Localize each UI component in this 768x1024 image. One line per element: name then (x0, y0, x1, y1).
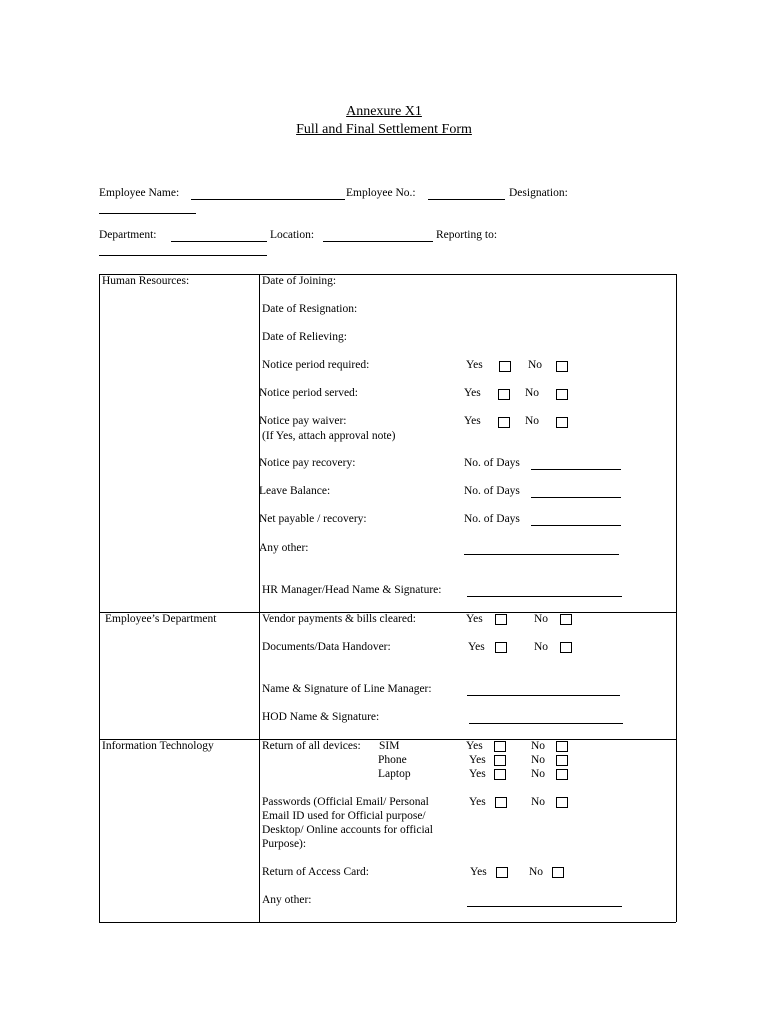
notice-required-yes-checkbox[interactable] (499, 361, 511, 372)
phone-label: Phone (378, 754, 407, 766)
employee-name-label: Employee Name: (99, 187, 180, 199)
reporting-to-field[interactable] (99, 255, 267, 256)
yes-label: Yes (464, 387, 481, 399)
sim-label: SIM (379, 740, 400, 752)
access-card-label: Return of Access Card: (262, 866, 369, 878)
hr-any-other-label: Any other: (259, 542, 309, 554)
yes-label: Yes (464, 415, 481, 427)
it-section-label: Information Technology (102, 740, 214, 752)
passwords-label-line4: Purpose): (262, 838, 307, 850)
net-payable-days-field[interactable] (531, 525, 621, 526)
location-field[interactable] (323, 241, 433, 242)
handover-no-checkbox[interactable] (560, 642, 572, 653)
table-border (99, 274, 100, 922)
laptop-no-checkbox[interactable] (556, 769, 568, 780)
passwords-label-line3: Desktop/ Online accounts for official (262, 824, 433, 836)
no-label: No (528, 359, 543, 371)
it-any-other-field[interactable] (467, 906, 622, 907)
no-label: No (534, 613, 549, 625)
document-title: Annexure X1 (346, 104, 422, 119)
department-label: Department: (99, 229, 157, 241)
department-field[interactable] (171, 241, 267, 242)
sim-yes-checkbox[interactable] (494, 741, 506, 752)
yes-label: Yes (469, 796, 486, 808)
it-any-other-label: Any other: (262, 894, 312, 906)
access-card-yes-checkbox[interactable] (496, 867, 508, 878)
line-manager-label: Name & Signature of Line Manager: (262, 683, 432, 695)
no-label: No (525, 415, 540, 427)
line-manager-signature-field[interactable] (467, 695, 620, 696)
passwords-label-line1: Passwords (Official Email/ Personal (262, 796, 429, 808)
yes-label: Yes (466, 740, 483, 752)
handover-yes-checkbox[interactable] (495, 642, 507, 653)
notice-served-no-checkbox[interactable] (556, 389, 568, 400)
date-of-resignation-label: Date of Resignation: (262, 303, 358, 315)
location-label: Location: (270, 229, 315, 241)
phone-no-checkbox[interactable] (556, 755, 568, 766)
no-label: No (531, 740, 546, 752)
laptop-label: Laptop (378, 768, 411, 780)
no-of-days-label: No. of Days (464, 457, 520, 469)
table-divider (259, 274, 260, 922)
passwords-yes-checkbox[interactable] (495, 797, 507, 808)
return-devices-label: Return of all devices: (262, 740, 361, 752)
notice-served-yes-checkbox[interactable] (498, 389, 510, 400)
no-label: No (534, 641, 549, 653)
dept-section-label: Employee’s Department (105, 613, 217, 625)
no-label: No (531, 796, 546, 808)
notice-required-label: Notice period required: (262, 359, 370, 371)
table-border (99, 922, 676, 923)
yes-label: Yes (469, 754, 486, 766)
yes-label: Yes (466, 359, 483, 371)
passwords-label-line2: Email ID used for Official purpose/ (262, 810, 426, 822)
employee-no-label: Employee No.: (346, 187, 416, 199)
yes-label: Yes (470, 866, 487, 878)
table-border (676, 274, 677, 922)
vendor-payments-label: Vendor payments & bills cleared: (262, 613, 416, 625)
hod-label: HOD Name & Signature: (262, 711, 380, 723)
date-of-relieving-label: Date of Relieving: (262, 331, 347, 343)
access-card-no-checkbox[interactable] (552, 867, 564, 878)
hr-manager-signature-field[interactable] (467, 596, 622, 597)
employee-no-field[interactable] (428, 199, 505, 200)
no-label: No (529, 866, 544, 878)
hr-manager-signature-label: HR Manager/Head Name & Signature: (262, 584, 442, 596)
date-of-joining-label: Date of Joining: (262, 275, 337, 287)
phone-yes-checkbox[interactable] (494, 755, 506, 766)
sim-no-checkbox[interactable] (556, 741, 568, 752)
no-of-days-label: No. of Days (464, 485, 520, 497)
yes-label: Yes (468, 641, 485, 653)
notice-waiver-no-checkbox[interactable] (556, 417, 568, 428)
yes-label: Yes (469, 768, 486, 780)
hod-signature-field[interactable] (469, 723, 623, 724)
notice-waiver-label: Notice pay waiver: (259, 415, 347, 427)
passwords-no-checkbox[interactable] (556, 797, 568, 808)
waiver-note: (If Yes, attach approval note) (262, 430, 396, 442)
hr-any-other-field[interactable] (464, 554, 619, 555)
no-of-days-label: No. of Days (464, 513, 520, 525)
no-label: No (531, 768, 546, 780)
notice-recovery-label: Notice pay recovery: (259, 457, 356, 469)
designation-field[interactable] (99, 213, 196, 214)
employee-name-field[interactable] (191, 199, 345, 200)
no-label: No (525, 387, 540, 399)
notice-recovery-days-field[interactable] (531, 469, 621, 470)
vendor-yes-checkbox[interactable] (495, 614, 507, 625)
leave-balance-days-field[interactable] (531, 497, 621, 498)
designation-label: Designation: (509, 187, 568, 199)
notice-served-label: Notice period served: (259, 387, 358, 399)
laptop-yes-checkbox[interactable] (494, 769, 506, 780)
net-payable-label: Net payable / recovery: (259, 513, 367, 525)
leave-balance-label: Leave Balance: (259, 485, 331, 497)
notice-required-no-checkbox[interactable] (556, 361, 568, 372)
form-title: Full and Final Settlement Form (296, 122, 472, 137)
reporting-to-label: Reporting to: (436, 229, 498, 241)
vendor-no-checkbox[interactable] (560, 614, 572, 625)
no-label: No (531, 754, 546, 766)
hr-section-label: Human Resources: (102, 275, 190, 287)
notice-waiver-yes-checkbox[interactable] (498, 417, 510, 428)
handover-label: Documents/Data Handover: (262, 641, 391, 653)
yes-label: Yes (466, 613, 483, 625)
